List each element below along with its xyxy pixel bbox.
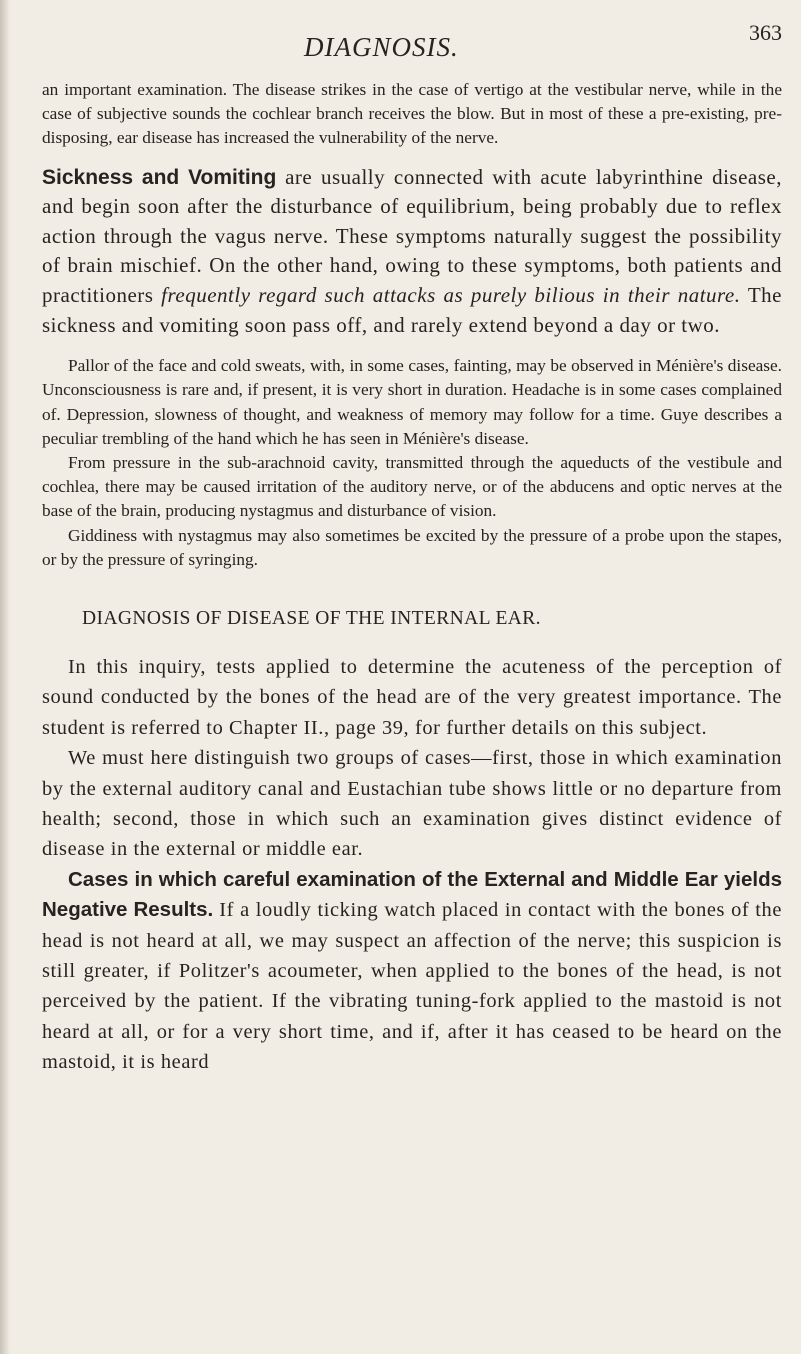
runin-heading-sickness: Sickness and Vomiting — [42, 165, 277, 189]
running-title: DIAGNOSIS. — [304, 32, 459, 62]
section-heading: DIAGNOSIS OF DISEASE OF THE INTERNAL EAR. — [82, 608, 541, 629]
paragraph-inquiry: In this inquiry, tests applied to determine the acuteness of the perception of sound conducted by the bones of the head are of the very greatest importance. The student is referred to Chapter II., page 39, for further details on this subject. — [42, 656, 782, 739]
paragraph-pallor: Pallor of the face and cold sweats, with, in some cases, fainting, may be observed in Ménière's disease. Unconsciousness is rare and, if present, it is very short in duration. Headache is in some cases complained of. Depression, slowness of thought, and weakness of memory may follow for a time. Guye describes a peculiar trembling of the hand which he has seen in Ménière's disease. — [42, 356, 782, 448]
paragraph-negative-results — [42, 865, 782, 1078]
book-page — [42, 0, 782, 1354]
paragraph-continuation: an important examination. The disease strikes in the case of vertigo at the vestibular nerve, while in the case of subjective sounds the cochlear branch receives the blow. But in most of these a pre-existing, pre-disposing, ear disease has increased the vulnerability of the nerve. — [42, 80, 782, 148]
paragraph-sickness-vomiting — [42, 163, 782, 341]
body-text — [42, 78, 782, 1078]
paragraph-two-groups: We must here distinguish two groups of cases—first, those in which examination by the external auditory canal and Eustachian tube shows little or no departure from health; second, those in which such an examination gives distinct evidence of disease in the external or middle ear. — [42, 747, 782, 861]
paragraph-giddiness: Giddiness with nystagmus may also sometimes be excited by the pressure of a probe upon the stapes, or by the pressure of syringing. — [42, 525, 782, 569]
paragraph-text: are usually connected with acute labyrinthine disease, and begin soon after the disturbance of equilibrium, being probably due to reflex action through the vagus nerve. These symptoms naturally suggest the possibility of brain mischief. On the other hand, owing to these symptoms, both patients and practitioners — [42, 164, 782, 307]
paragraph-text: The sickness and vomiting soon pass off, and rarely extend beyond a day or two. — [42, 282, 782, 337]
running-head — [42, 20, 782, 72]
paragraph-gap — [42, 340, 782, 354]
paragraph-pressure: From pressure in the sub-arachnoid cavity, transmitted through the aqueducts of the vestibule and cochlea, there may be caused irritation of the auditory nerve, or of the abducens and optic nerves at the base of the brain, producing nystagmus and disturbance of vision. — [42, 452, 782, 521]
paragraph-text: If a loudly ticking watch placed in contact with the bones of the head is not heard at all, we may suspect an affection of the nerve; this suspicion is still greater, if Politzer's acoumeter, when applied to the bones of the head, is not perceived by the patient. If the vibrating tuning-fork applied to the mastoid is not heard at all, or for a very short time, and if, after it has ceased to be heard on the mastoid, it is heard — [42, 899, 782, 1074]
emphasis-text: frequently regard such attacks as purely bilious in their nature. — [161, 282, 741, 307]
paragraph-gap — [42, 151, 782, 163]
runin-heading-negative-results: Cases in which careful examination of the External and Middle Ear yields Negative Results. — [42, 867, 782, 922]
page-edge-shadow — [0, 0, 10, 1354]
page-number: 363 — [749, 20, 782, 45]
